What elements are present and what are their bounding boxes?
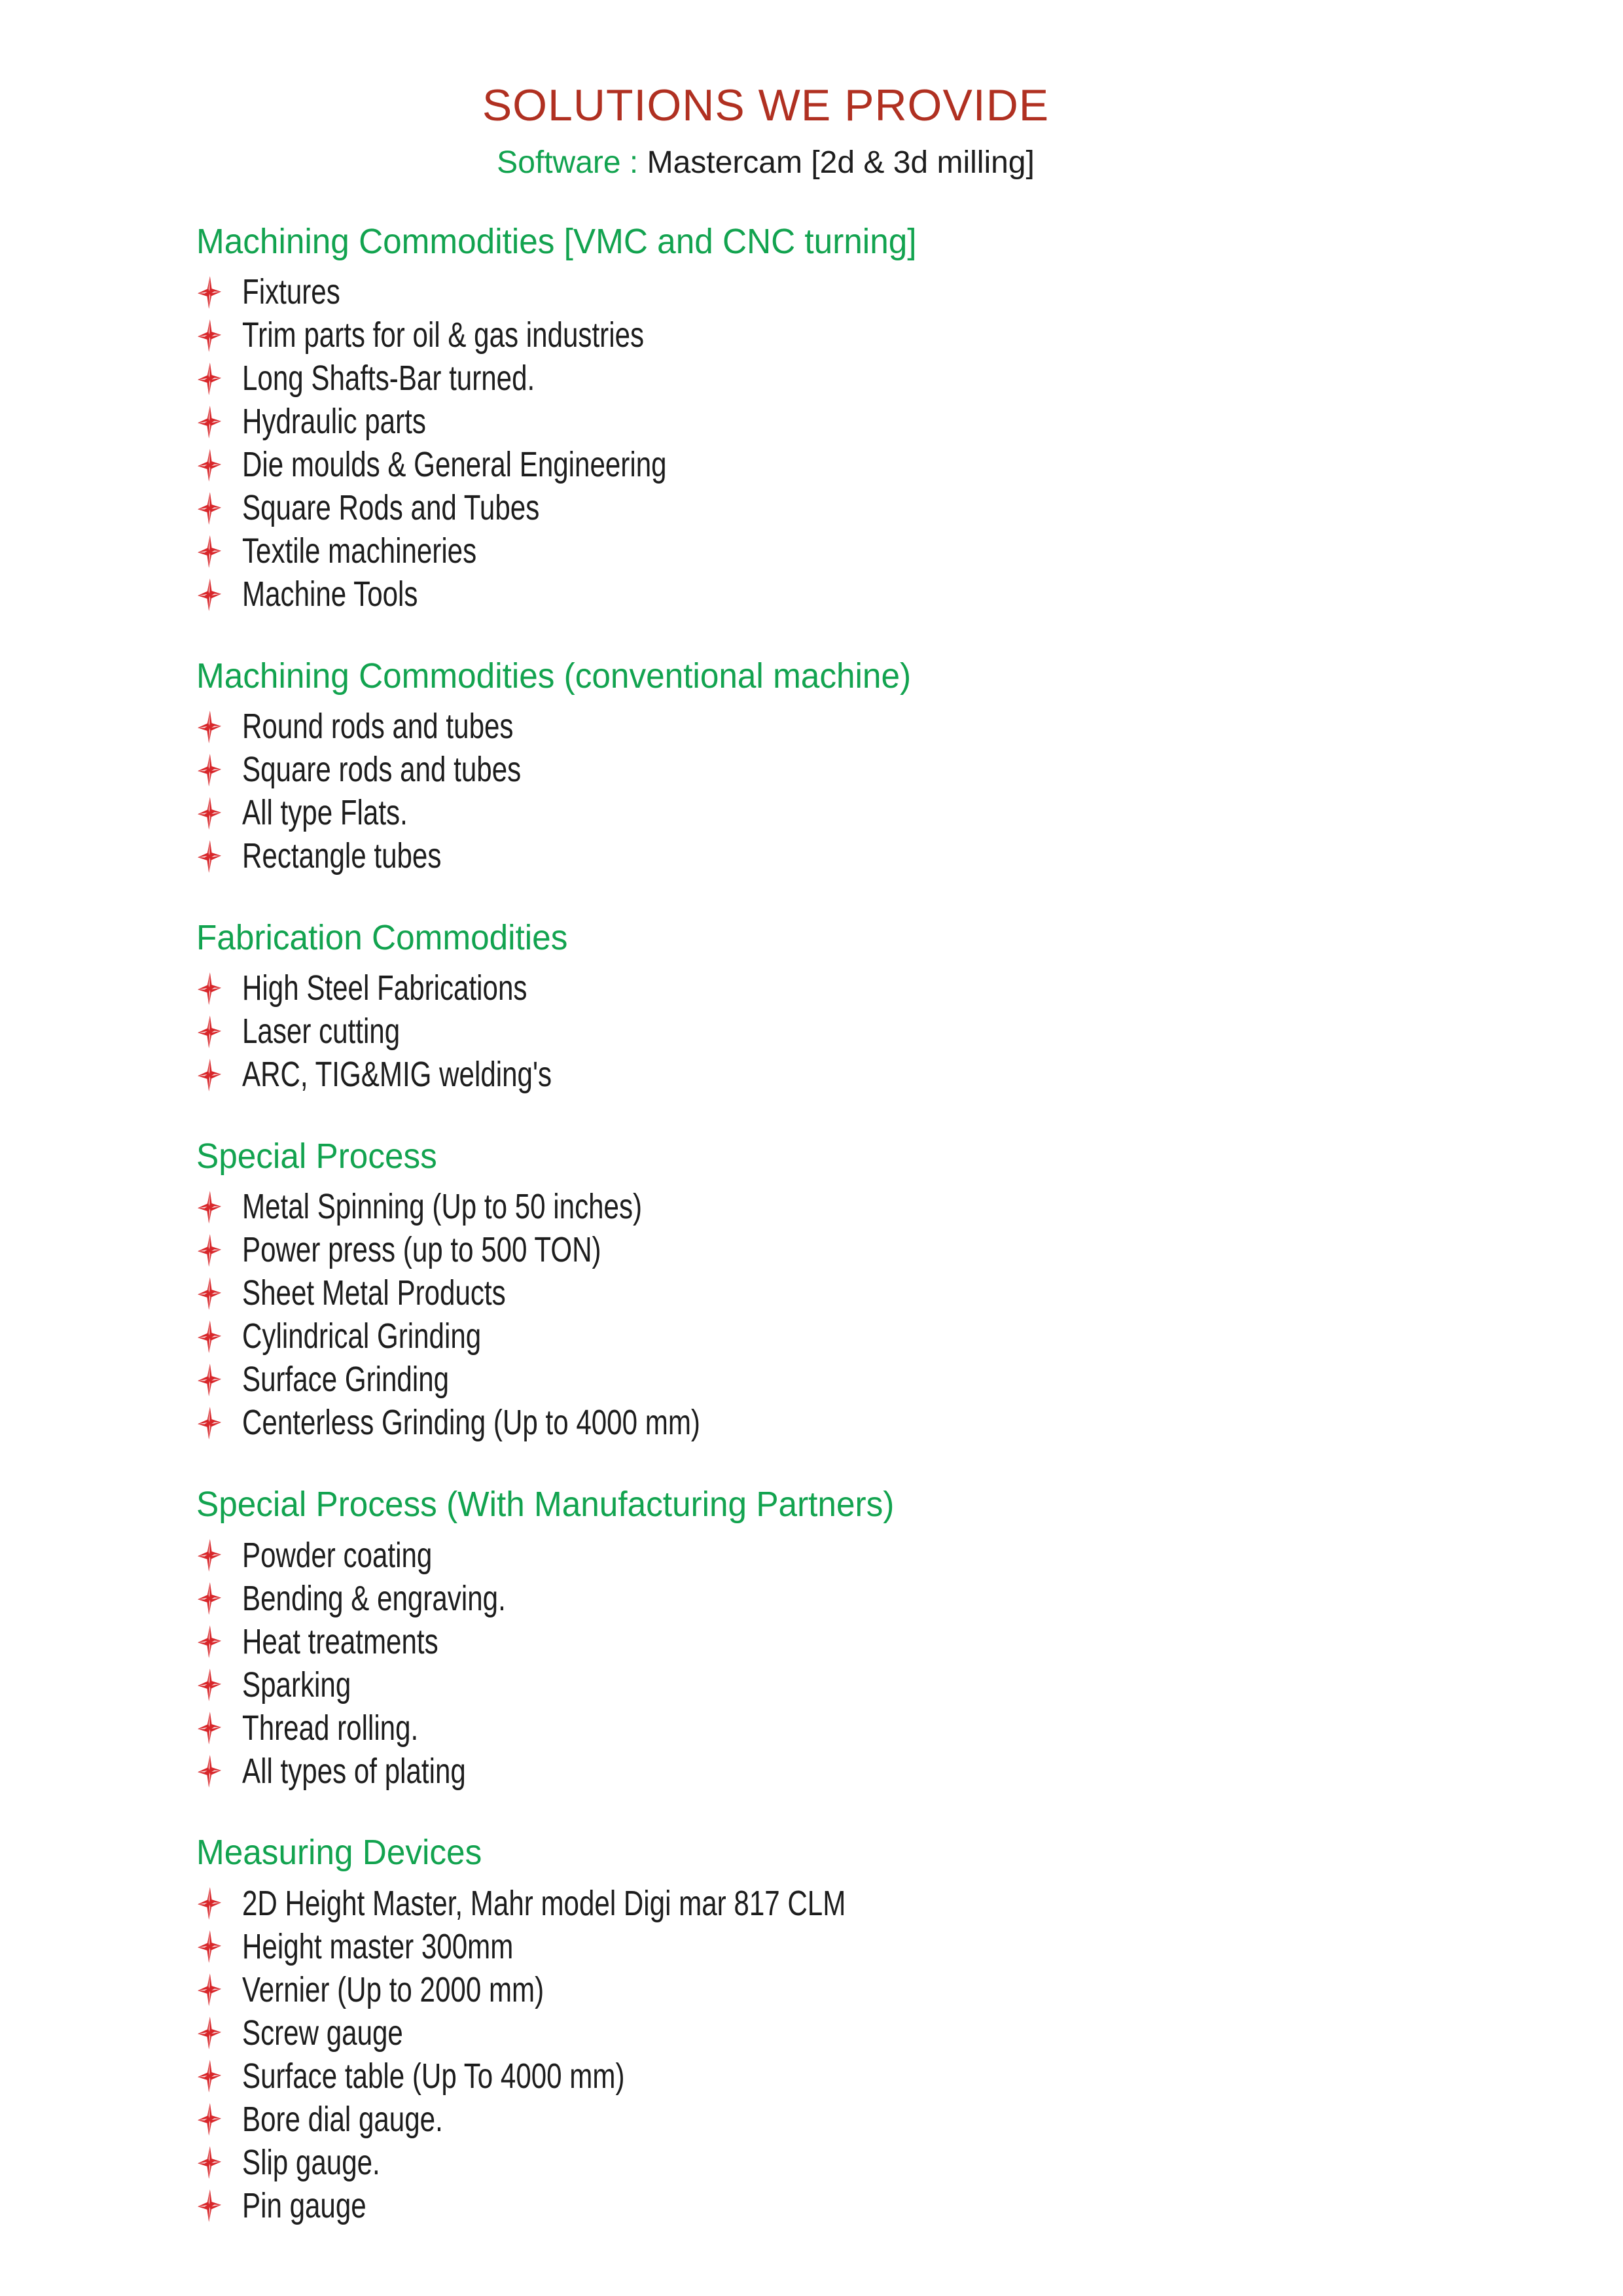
- list-item-label: Sheet Metal Products: [242, 1273, 506, 1313]
- four-pointed-star-icon: [196, 1275, 223, 1312]
- list-item: [196, 792, 1544, 835]
- list-item: [196, 749, 1544, 792]
- list-item-label: High Steel Fabrications: [242, 968, 527, 1008]
- list-item: [196, 1053, 1544, 1097]
- list-item: [196, 705, 1544, 749]
- four-pointed-star-icon: [196, 274, 223, 311]
- four-pointed-star-icon: [196, 1014, 223, 1050]
- list-item: [196, 530, 1544, 573]
- list-item-label: Sparking: [242, 1665, 351, 1704]
- four-pointed-star-icon: [196, 795, 223, 832]
- four-pointed-star-icon: [196, 838, 223, 875]
- four-pointed-star-icon: [196, 1362, 223, 1398]
- software-value: Mastercam [2d & 3d milling]: [647, 145, 1035, 181]
- list-item: [196, 2184, 1544, 2227]
- list-item: [196, 1663, 1544, 1706]
- four-pointed-star-icon: [196, 2015, 223, 2051]
- list-item: [196, 1620, 1544, 1663]
- section-heading: Fabrication Commodities: [196, 917, 568, 957]
- list-item-label: Thread rolling.: [242, 1708, 419, 1748]
- list-item: [196, 487, 1544, 530]
- four-pointed-star-icon: [196, 2058, 223, 2094]
- list-item-label: Bending & engraving.: [242, 1578, 506, 1618]
- list-item-label: Heat treatments: [242, 1621, 438, 1661]
- four-pointed-star-icon: [196, 1753, 223, 1790]
- list-item-label: Machine Tools: [242, 574, 418, 614]
- list-item-label: Centerless Grinding (Up to 4000 mm): [242, 1403, 700, 1443]
- list-item: [196, 2141, 1544, 2184]
- list-item-label: 2D Height Master, Mahr model Digi mar 817 CLM: [242, 1883, 846, 1923]
- software-label: Software :: [497, 145, 639, 181]
- section-heading: Special Process: [196, 1137, 437, 1176]
- list-item-label: Trim parts for oil & gas industries: [242, 315, 645, 355]
- list-item: [196, 1186, 1544, 1229]
- list-item: [196, 2011, 1544, 2055]
- list-item-label: ARC, TIG&MIG welding's: [242, 1055, 552, 1095]
- list-item-label: Power press (up to 500 TON): [242, 1230, 601, 1270]
- list-item: [196, 400, 1544, 444]
- list-item-label: Bore dial gauge.: [242, 2099, 443, 2139]
- four-pointed-star-icon: [196, 447, 223, 484]
- list-item-label: Long Shafts-Bar turned.: [242, 359, 535, 398]
- list-item-label: Fixtures: [242, 272, 340, 312]
- section-list: [196, 1534, 1544, 1793]
- four-pointed-star-icon: [196, 1971, 223, 2008]
- list-item-label: Metal Spinning (Up to 50 inches): [242, 1187, 643, 1227]
- page-title: SOLUTIONS WE PROVIDE: [482, 80, 1050, 130]
- section-heading: Machining Commodities [VMC and CNC turning]: [196, 221, 917, 261]
- four-pointed-star-icon: [196, 1623, 223, 1660]
- list-item: [196, 357, 1544, 400]
- list-item-label: Surface Grinding: [242, 1360, 450, 1400]
- list-item-label: Square rods and tubes: [242, 750, 522, 790]
- list-item: [196, 1315, 1544, 1358]
- list-item: [196, 1968, 1544, 2011]
- four-pointed-star-icon: [196, 709, 223, 745]
- document-header: [0, 0, 1531, 182]
- section-list: [196, 1882, 1544, 2227]
- four-pointed-star-icon: [196, 1928, 223, 1965]
- four-pointed-star-icon: [196, 1232, 223, 1269]
- list-item-label: Cylindrical Grinding: [242, 1316, 482, 1356]
- section-list: [196, 1186, 1544, 1445]
- four-pointed-star-icon: [196, 1667, 223, 1703]
- section-list: [196, 271, 1544, 616]
- four-pointed-star-icon: [196, 970, 223, 1007]
- four-pointed-star-icon: [196, 1057, 223, 1093]
- four-pointed-star-icon: [196, 1318, 223, 1355]
- list-item: [196, 1272, 1544, 1315]
- four-pointed-star-icon: [196, 361, 223, 397]
- sections: [0, 221, 1623, 2228]
- list-item-label: Rectangle tubes: [242, 836, 442, 876]
- four-pointed-star-icon: [196, 752, 223, 788]
- list-item-label: Hydraulic parts: [242, 402, 426, 442]
- list-item: [196, 271, 1544, 314]
- list-item-label: Height master 300mm: [242, 1926, 514, 1966]
- list-item-label: All type Flats.: [242, 793, 408, 833]
- list-item-label: Screw gauge: [242, 2013, 403, 2053]
- list-item-label: Pin gauge: [242, 2185, 366, 2225]
- four-pointed-star-icon: [196, 1885, 223, 1922]
- section-list: [196, 967, 1544, 1097]
- four-pointed-star-icon: [196, 317, 223, 354]
- four-pointed-star-icon: [196, 1405, 223, 1441]
- list-item-label: Die moulds & General Engineering: [242, 445, 667, 485]
- list-item-label: Surface table (Up To 4000 mm): [242, 2056, 625, 2096]
- list-item: [196, 1358, 1544, 1402]
- four-pointed-star-icon: [196, 576, 223, 613]
- four-pointed-star-icon: [196, 533, 223, 570]
- section: [196, 1136, 1544, 1445]
- section-heading: Machining Commodities (conventional machine): [196, 656, 912, 696]
- list-item: [196, 1882, 1544, 1925]
- software-line: [0, 144, 1531, 182]
- list-item: [196, 1750, 1544, 1793]
- list-item: [196, 1402, 1544, 1445]
- list-item-label: Laser cutting: [242, 1012, 401, 1051]
- list-item: [196, 314, 1544, 357]
- list-item: [196, 444, 1544, 487]
- list-item: [196, 1706, 1544, 1750]
- four-pointed-star-icon: [196, 1189, 223, 1226]
- four-pointed-star-icon: [196, 2101, 223, 2138]
- list-item-label: Textile machineries: [242, 531, 477, 571]
- list-item-label: Slip gauge.: [242, 2142, 380, 2182]
- list-item: [196, 1925, 1544, 1968]
- section: [196, 917, 1544, 1097]
- list-item: [196, 2098, 1544, 2141]
- four-pointed-star-icon: [196, 1580, 223, 1617]
- list-item: [196, 573, 1544, 616]
- four-pointed-star-icon: [196, 404, 223, 440]
- four-pointed-star-icon: [196, 1710, 223, 1746]
- list-item: [196, 835, 1544, 878]
- list-item: [196, 1229, 1544, 1272]
- section-list: [196, 705, 1544, 878]
- four-pointed-star-icon: [196, 1537, 223, 1574]
- section: [196, 1484, 1544, 1793]
- four-pointed-star-icon: [196, 2144, 223, 2181]
- list-item-label: Vernier (Up to 2000 mm): [242, 1969, 544, 2009]
- list-item: [196, 1010, 1544, 1053]
- list-item: [196, 1577, 1544, 1620]
- four-pointed-star-icon: [196, 2187, 223, 2224]
- section: [196, 1832, 1544, 2227]
- list-item-label: Powder coating: [242, 1535, 433, 1575]
- section-heading: Measuring Devices: [196, 1833, 482, 1873]
- list-item: [196, 967, 1544, 1010]
- section: [196, 221, 1544, 616]
- list-item-label: Square Rods and Tubes: [242, 488, 540, 528]
- section: [196, 656, 1544, 878]
- list-item-label: Round rods and tubes: [242, 707, 514, 747]
- section-heading: Special Process (With Manufacturing Partners): [196, 1485, 895, 1525]
- list-item-label: All types of plating: [242, 1751, 466, 1791]
- list-item: [196, 2055, 1544, 2098]
- list-item: [196, 1534, 1544, 1577]
- four-pointed-star-icon: [196, 490, 223, 527]
